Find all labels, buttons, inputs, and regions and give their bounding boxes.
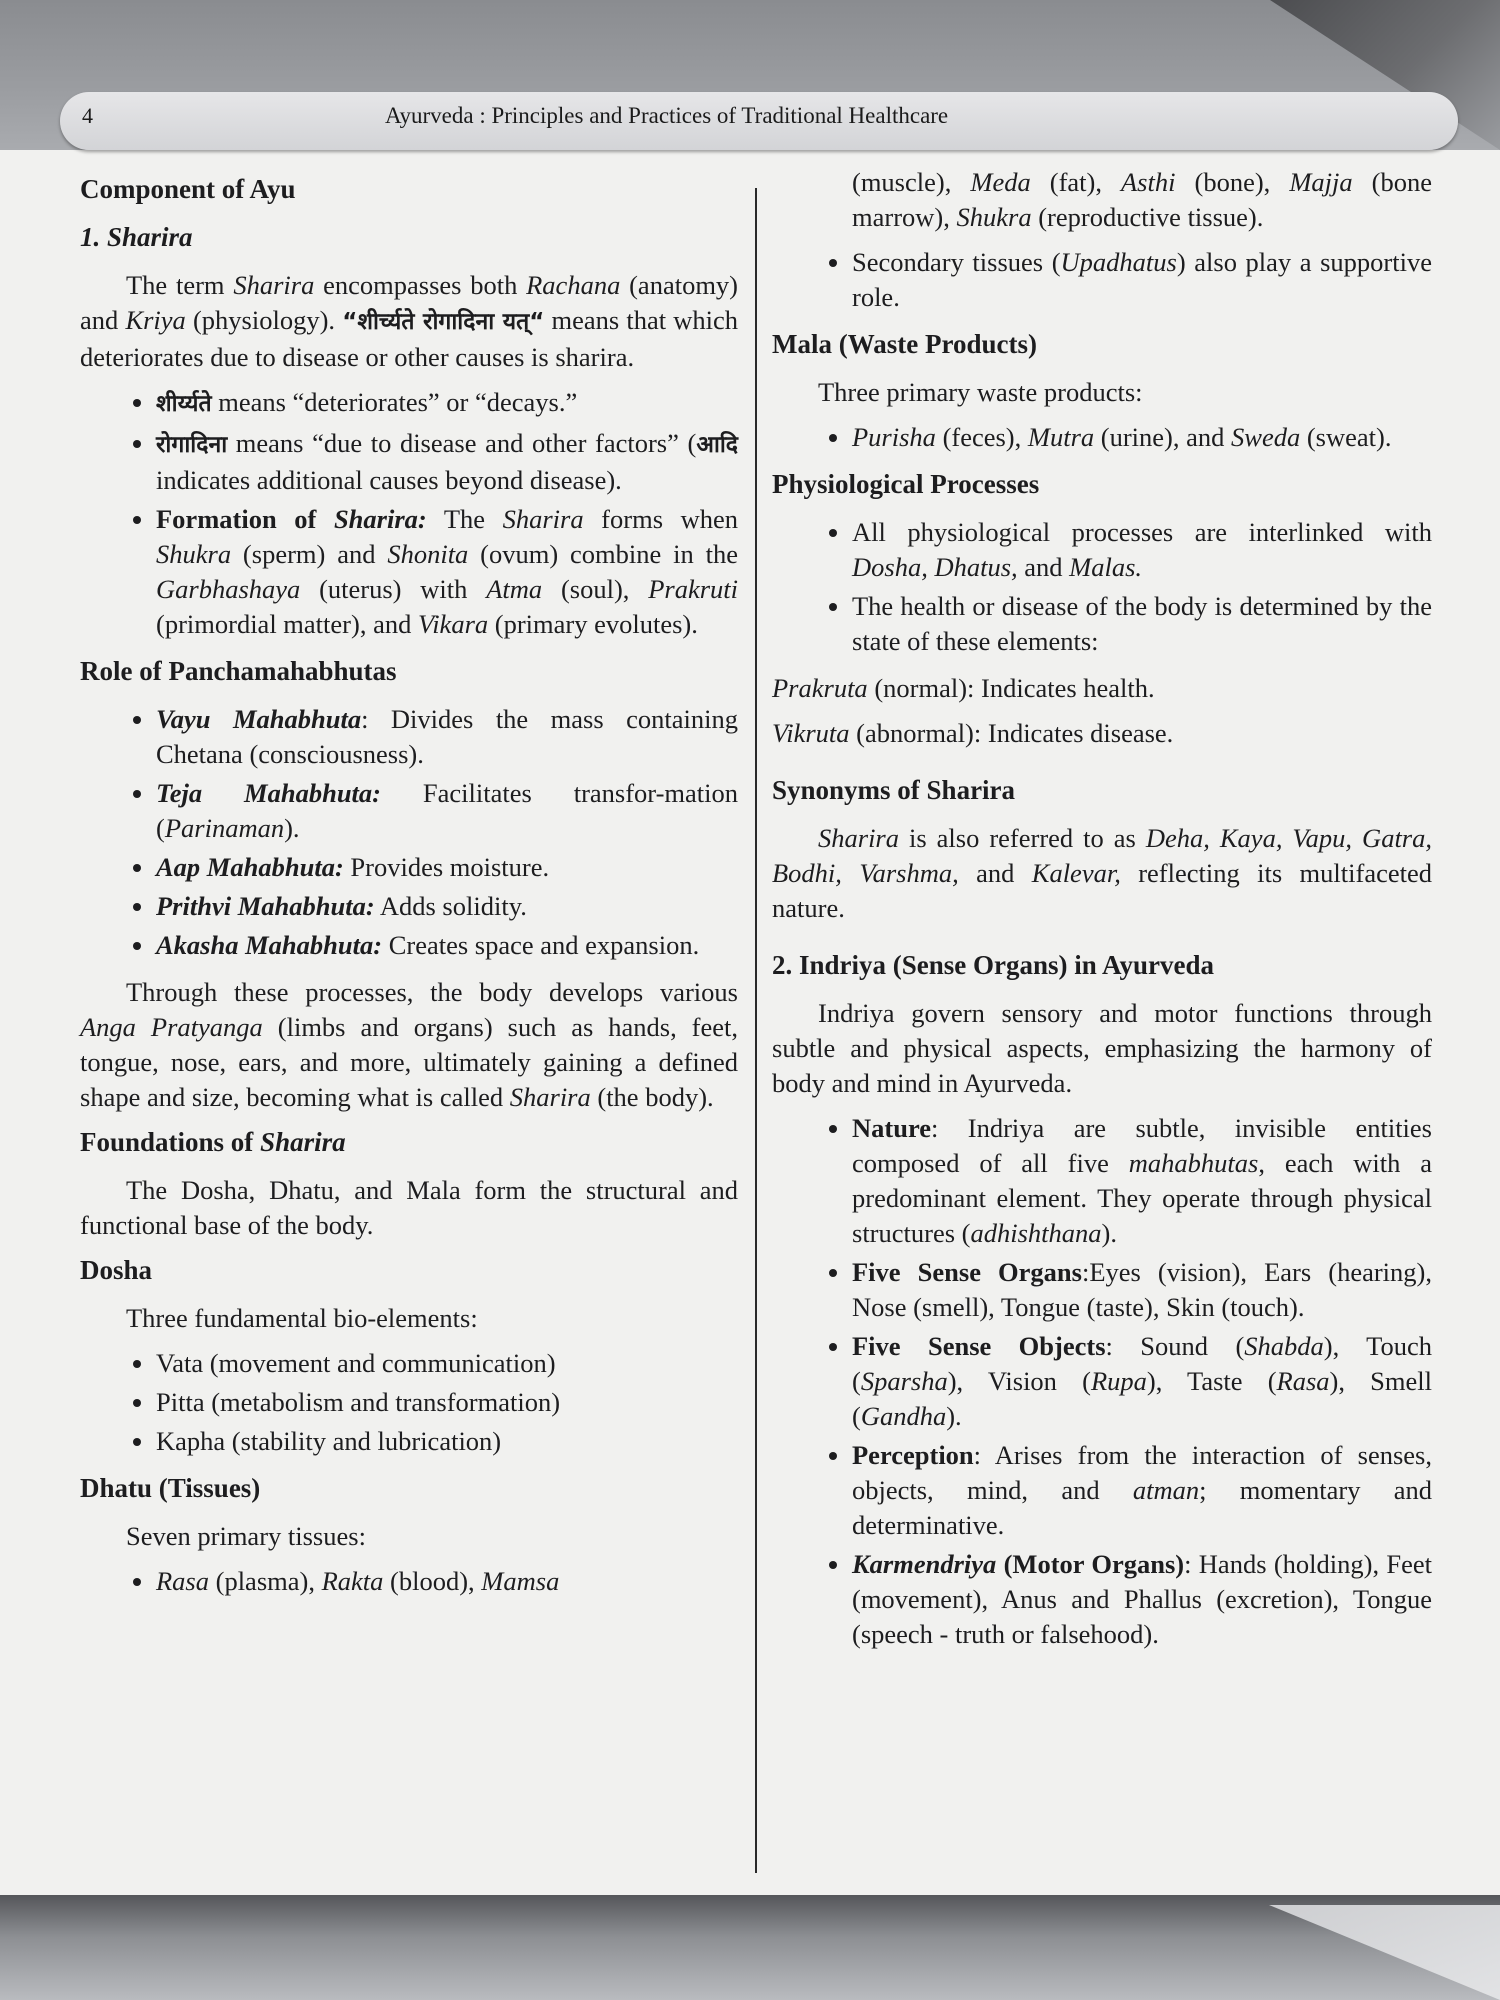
list-item: • Nature: Indriya are subtle, invisible entities composed of all five mahabhutas, each with a predominant element. They operate through physical structures (adhishthana). [852,1111,1432,1251]
dhatu-intro: Seven primary tissues: [126,1521,366,1551]
panchamahabhuta-list [80,702,738,963]
list-item: • Akasha Mahabhuta: Creates space and expansion. [156,928,738,963]
list-item: • Five Sense Organs:Eyes (vision), Ears (hearing), Nose (smell), Tongue (taste), Skin (touch). [852,1255,1432,1325]
indriya-intro: Indriya govern sensory and motor functions through subtle and physical aspects, emphasizing the harmony of body and mind in Ayurveda. [772,998,1432,1098]
heading-synonyms: Synonyms of Sharira [772,775,1016,805]
list-item: • Secondary tissues (Upadhatus) also play a supportive role. [852,245,1432,315]
vikruta-line: Vikruta (abnormal): Indicates disease. [772,718,1174,748]
running-header [60,92,1458,150]
through-paragraph: Through these processes, the body develops various Anga Pratyanga (limbs and organs) such as hands, feet, tongue, nose, ears, and more, ultimately gaining a defined shape and size, becoming what is called Sharira (the body). [80,977,739,1112]
mala-list [772,420,1432,455]
list-item: • Teja Mahabhuta: Facilitates transfor-mation (Parinaman). [156,776,738,846]
list-item: • All physiological processes are interlinked with Dosha, Dhatus, and Malas. [852,515,1432,585]
left-column [80,172,738,1611]
list-item: • शीर्य्यते means “deteriorates” or “decays.” [156,385,738,422]
page-number: 4 [82,103,93,128]
list-item: • The health or disease of the body is determined by the state of these elements: [852,589,1432,659]
dhatu-list [80,1564,738,1599]
upadhatu-list [772,245,1432,315]
heading-indriya: 2. Indriya (Sense Organs) in Ayurveda [772,950,1215,980]
list-item: • Karmendriya (Motor Organs): Hands (holding), Feet (movement), Anus and Phallus (excretion), Tongue (speech - truth or falsehood). [852,1547,1432,1652]
heading-dosha: Dosha [80,1255,153,1285]
heading-mala: Mala (Waste Products) [772,329,1037,359]
sharira-intro-paragraph: The term Sharira encompasses both Rachana (anatomy) and Kriya (physiology). “शीर्च्यते रोगादिना यत्“ means that which deteriorates due to disease or other causes is sharira. [80,270,739,372]
list-item: • रोगादिना means “due to disease and other factors” (आदि indicates additional causes beyond disease). [156,426,738,498]
list-item: • Rasa (plasma), Rakta (blood), Mamsa [156,1564,738,1599]
bottom-shadow [0,1895,1500,2000]
prakruta-line: Prakruta (normal): Indicates health. [772,673,1155,703]
list-item: • Kapha (stability and lubrication) [156,1424,738,1459]
list-item: • Perception: Arises from the interaction of senses, objects, mind, and atman; momentary and determinative. [852,1438,1432,1543]
physiology-list [772,515,1432,659]
mala-intro: Three primary waste products: [818,377,1143,407]
heading-sharira: 1. Sharira [80,222,193,252]
heading-role-panchamahabhutas: Role of Panchamahabhutas [80,656,397,686]
dhatu-continued: (muscle), Meda (fat), Asthi (bone), Majja (bone marrow), Shukra (reproductive tissue). [852,167,1433,232]
list-item: • Pitta (metabolism and transformation) [156,1385,738,1420]
list-item: • Five Sense Objects: Sound (Shabda), Touch (Sparsha), Vision (Rupa), Taste (Rasa), Smell (Gandha). [852,1329,1432,1434]
list-item: • Vata (movement and communication) [156,1346,738,1381]
running-title: Ayurveda : Principles and Practices of Traditional Healthcare [385,103,949,128]
dosha-intro: Three fundamental bio-elements: [126,1303,478,1333]
foundations-paragraph: The Dosha, Dhatu, and Mala form the structural and functional base of the body. [80,1175,738,1240]
heading-dhatu: Dhatu (Tissues) [80,1473,261,1503]
list-item: • Vayu Mahabhuta: Divides the mass containing Chetana (consciousness). [156,702,738,772]
indriya-list [772,1111,1432,1652]
sharira-bullets [80,385,738,642]
list-item: • Purisha (feces), Mutra (urine), and Sweda (sweat). [852,420,1432,455]
dosha-list [80,1346,738,1459]
list-item: • Formation of Sharira: The Sharira forms when Shukra (sperm) and Shonita (ovum) combine in the Garbhashaya (uterus) with Atma (soul), Prakruti (primordial matter), and Vikara (primary evolutes). [156,502,738,642]
right-column [772,165,1432,1664]
list-item: • Aap Mahabhuta: Provides moisture. [156,850,738,885]
list-item: • Prithvi Mahabhuta: Adds solidity. [156,889,738,924]
heading-component-of-ayu: Component of Ayu [80,174,296,204]
synonyms-paragraph: Sharira is also referred to as Deha, Kaya, Vapu, Gatra, Bodhi, Varshma, and Kalevar, reflecting its multifaceted nature. [772,823,1432,923]
heading-physiological-processes: Physiological Processes [772,469,1040,499]
column-divider [755,188,757,1873]
heading-foundations: Foundations of Sharira [80,1127,346,1157]
